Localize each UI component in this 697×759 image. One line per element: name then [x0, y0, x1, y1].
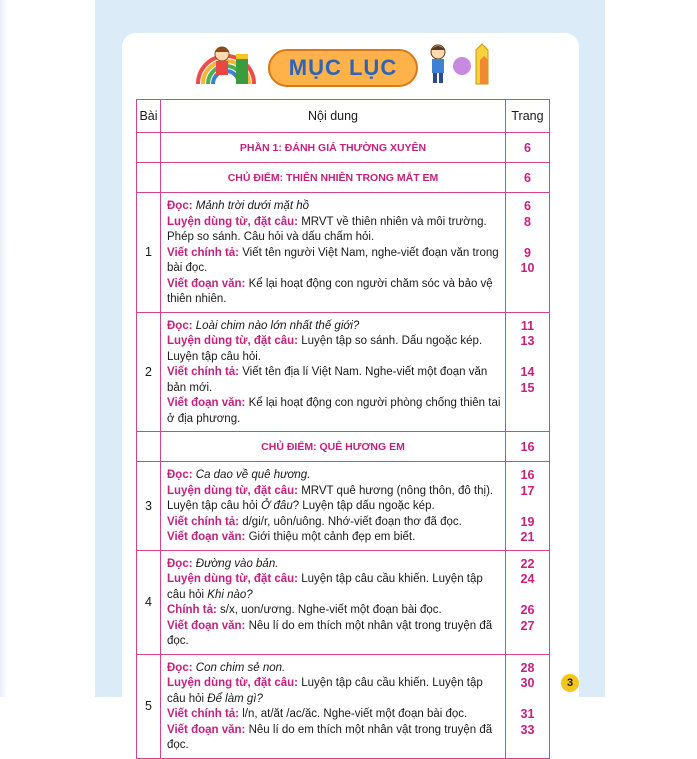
item-label: Viết chính tả:: [167, 708, 239, 720]
item-text: Viết tên người Việt Nam, nghe-viết đoạn văn trong bài đọc.: [167, 246, 499, 274]
item-label: Viết đoạn văn:: [167, 531, 246, 543]
empty-cell: [137, 133, 161, 163]
item-label: Đọc:: [167, 200, 193, 212]
item-text: l/n, at/ăt /ac/ăc. Nghe-viết một đoạn bài đọc.: [242, 708, 468, 720]
lesson-row-5: [137, 654, 550, 758]
item-page: 19: [520, 514, 535, 529]
section-title: CHỦ ĐIỂM: THIÊN NHIÊN TRONG MẮT EM: [161, 163, 506, 193]
item-text: Mảnh trời dưới mặt hồ: [195, 200, 309, 212]
lesson-row-2: [137, 312, 550, 432]
item-label: Luyện dùng từ, đặt câu:: [167, 484, 298, 497]
lesson-pages: [506, 193, 550, 313]
item-text-italic: Ở đâu: [261, 500, 293, 512]
item-text: Luyện tập so sánh. Dấu ngoặc kép. Luyện tập câu hỏi.: [167, 335, 483, 363]
item-text: Nêu lí do em thích một nhân vật trong truyện đã đọc.: [167, 619, 493, 647]
header-trang: Trang: [506, 100, 550, 133]
table-of-contents: [136, 99, 550, 759]
item-label: Chính tả:: [167, 604, 217, 616]
item-text: MRVT về thiên nhiên và môi trường. Phép so sánh. Câu hỏi và dấu chấm hỏi.: [167, 215, 487, 243]
item-text-italic: Khi nào?: [207, 588, 253, 601]
item-text: Kể lại hoạt động con người chăm sóc và bảo vệ thiên nhiên.: [167, 277, 493, 305]
item-text: ? Luyện tập dấu ngoặc kép.: [292, 500, 435, 512]
item-text: Luyện tập câu cầu khiến. Luyện tập câu hỏi: [167, 677, 483, 705]
lesson-content: [161, 312, 506, 432]
section-row-cd2: [137, 432, 550, 462]
lesson-number: 1: [137, 193, 161, 313]
lesson-content: [161, 550, 506, 654]
item-page: 9: [524, 245, 531, 260]
item-label: Đọc:: [167, 319, 193, 332]
lesson-number: 2: [137, 312, 161, 432]
item-label: Viết đoạn văn:: [167, 723, 246, 736]
lesson-row-3: [137, 462, 550, 551]
section-row-phan1: [137, 133, 550, 163]
item-label: Viết đoạn văn:: [167, 277, 246, 290]
section-title: PHẦN 1: ĐÁNH GIÁ THƯỜNG XUYÊN: [161, 133, 506, 163]
item-page: 16: [520, 468, 535, 482]
item-page: 27: [520, 618, 535, 633]
item-text: Đường vào bản.: [195, 557, 279, 570]
page-title: MỤC LỤC: [288, 55, 398, 80]
item-label: Viết đoạn văn:: [167, 619, 246, 632]
item-text-italic: Để làm gì?: [207, 692, 263, 705]
header-noi-dung: Nội dung: [161, 100, 506, 133]
item-label: Đọc:: [167, 557, 193, 570]
item-label: Đọc:: [167, 661, 193, 674]
empty-cell: [137, 163, 161, 193]
lesson-row-1: [137, 193, 550, 313]
section-page: 6: [506, 163, 550, 193]
item-page: 6: [524, 199, 531, 213]
item-page: 33: [520, 722, 535, 737]
item-text: Kể lại hoạt động con người phòng chống thiên tai ở địa phương.: [167, 397, 501, 425]
item-page: 26: [520, 603, 535, 617]
item-page: 17: [520, 483, 535, 498]
item-text: MRVT quê hương (nông thôn, đô thị). Luyện tập câu hỏi: [167, 484, 494, 512]
lesson-pages: [506, 462, 550, 551]
item-text: Loài chim nào lớn nhất thế giới?: [195, 319, 360, 332]
lesson-number: 3: [137, 462, 161, 551]
section-page: 16: [506, 432, 550, 462]
item-label: Viết chính tả:: [167, 246, 239, 259]
lesson-pages: [506, 312, 550, 432]
item-page: 14: [520, 365, 535, 379]
item-text: Nêu lí do em thích một nhân vật trong truyện đã đọc.: [167, 723, 493, 751]
item-label: Luyện dùng từ, đặt câu:: [167, 335, 298, 347]
item-label: Luyện dùng từ, đặt câu:: [167, 215, 298, 228]
item-text: Giới thiệu một cảnh đẹp em biết.: [248, 531, 416, 543]
item-page: 24: [520, 572, 535, 586]
lesson-content: [161, 462, 506, 551]
table-header-row: [137, 100, 550, 133]
page-number-badge: 3: [561, 674, 579, 692]
item-page: 21: [520, 530, 535, 544]
title-banner: [268, 49, 418, 87]
rainbow-kid-illustration: [196, 40, 258, 88]
item-label: Viết chính tả:: [167, 366, 239, 378]
header-bai: Bài: [137, 100, 161, 133]
section-title: CHỦ ĐIỂM: QUÊ HƯƠNG EM: [161, 432, 506, 462]
item-page: 22: [520, 556, 535, 571]
lesson-number: 5: [137, 654, 161, 758]
section-row-cd1: [137, 163, 550, 193]
adjacent-page-edge: [0, 0, 8, 697]
kid-pencils-illustration: [424, 40, 494, 88]
lesson-pages: [506, 654, 550, 758]
lesson-pages: [506, 550, 550, 654]
item-page: 13: [520, 334, 535, 348]
item-label: Đọc:: [167, 469, 193, 481]
item-text: Luyện tập câu cầu khiến. Luyện tập câu hỏi: [167, 573, 483, 601]
lesson-number: 4: [137, 550, 161, 654]
item-label: Viết đoạn văn:: [167, 397, 246, 409]
item-page: 31: [520, 707, 535, 721]
item-page: 28: [520, 660, 535, 675]
item-label: Luyện dùng từ, đặt câu:: [167, 677, 298, 689]
item-page: 10: [520, 261, 535, 275]
lesson-content: [161, 654, 506, 758]
item-text: s/x, uon/ương. Nghe-viết một đoạn bài đọc.: [220, 604, 442, 616]
item-label: Luyện dùng từ, đặt câu:: [167, 573, 298, 585]
item-page: 30: [520, 676, 535, 690]
item-text: Ca dao về quê hương.: [195, 469, 311, 481]
empty-cell: [137, 432, 161, 462]
lesson-content: [161, 193, 506, 313]
item-text: Viết tên địa lí Việt Nam. Nghe-viết một đoạn văn bản mới.: [167, 366, 488, 394]
item-text: Con chim sẻ non.: [195, 661, 286, 674]
item-label: Viết chính tả:: [167, 515, 239, 528]
item-page: 15: [520, 380, 535, 395]
section-page: 6: [506, 133, 550, 163]
lesson-row-4: [137, 550, 550, 654]
item-page: 8: [524, 214, 531, 229]
item-page: 11: [520, 318, 535, 333]
item-text: d/gi/r, uôn/uông. Nhớ-viết đoạn thơ đã đọc.: [242, 515, 462, 528]
